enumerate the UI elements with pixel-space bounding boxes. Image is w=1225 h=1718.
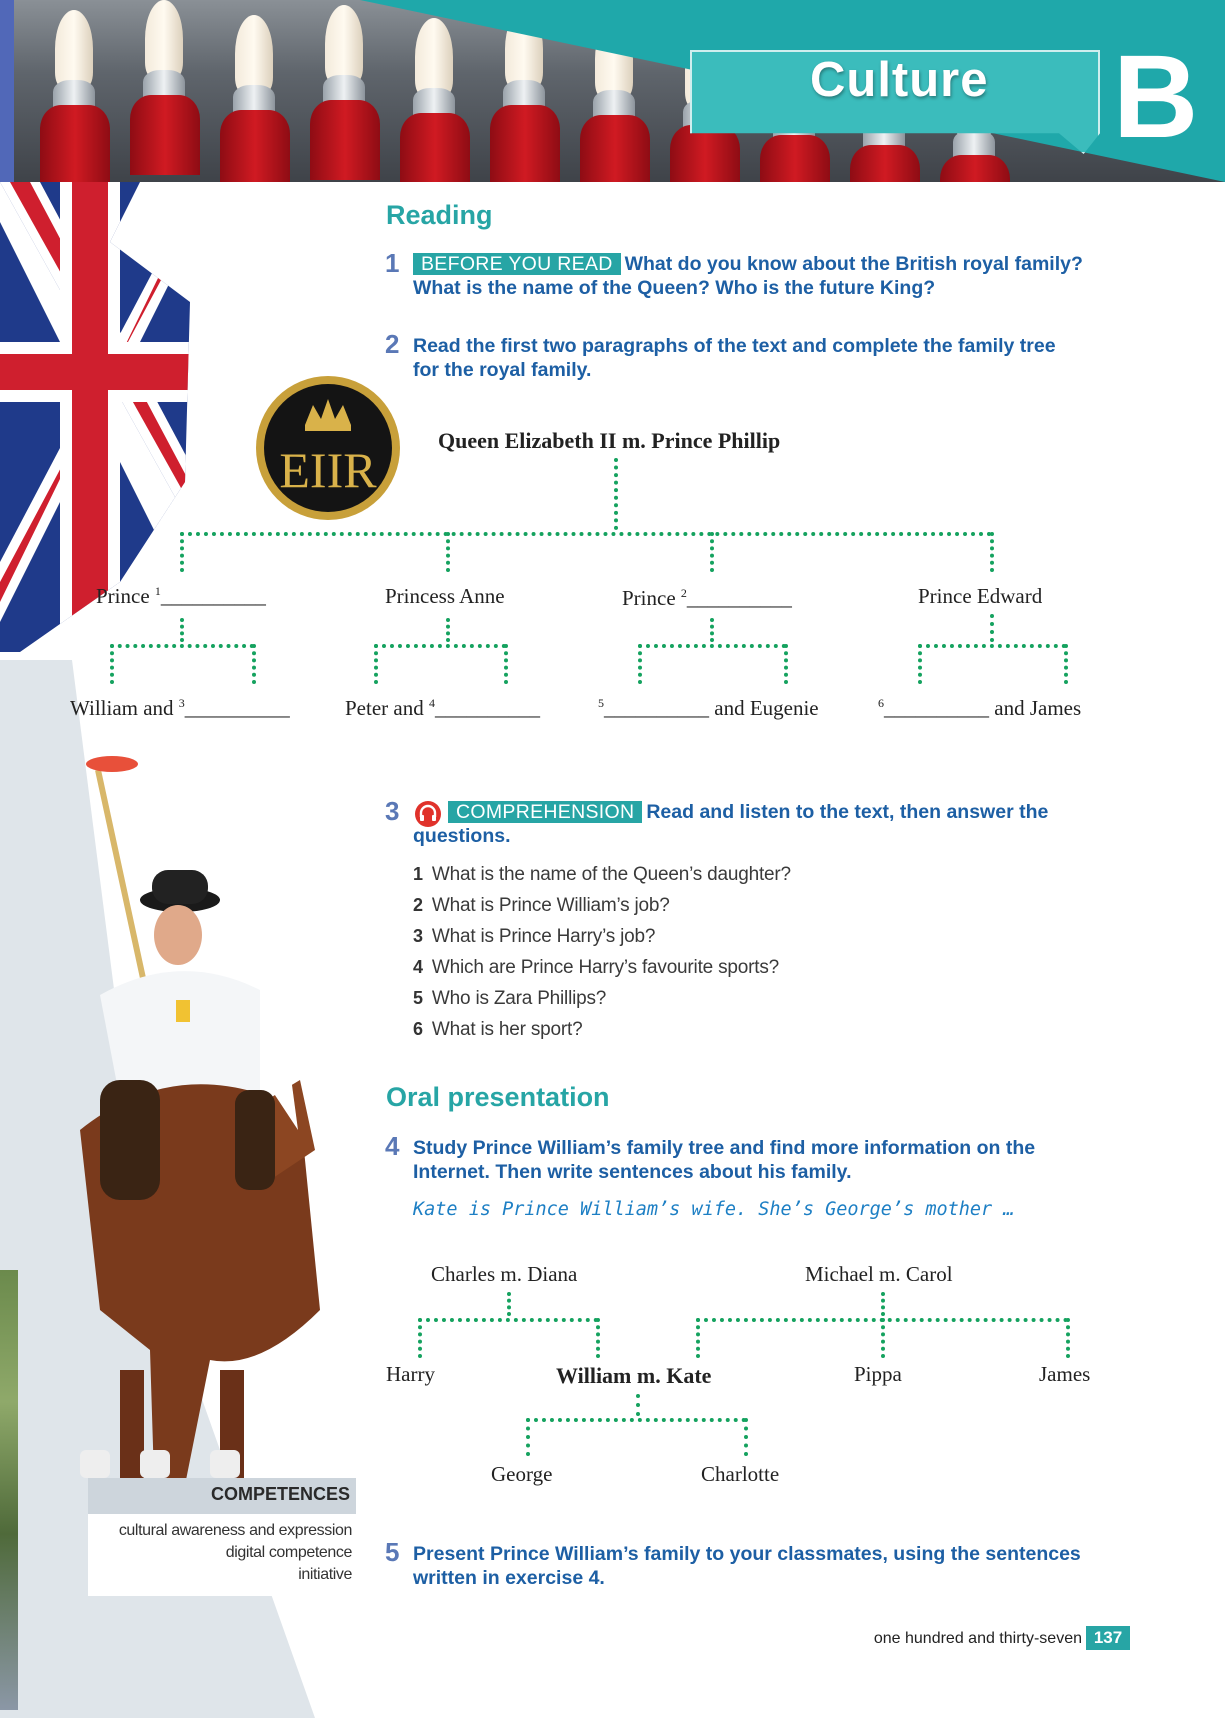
question-text: What is her sport?	[431, 1019, 583, 1040]
tree2-connector	[881, 1292, 885, 1316]
tree1-grandchild-3	[598, 696, 819, 721]
tree1-connector	[374, 644, 506, 648]
gap-number: 1	[154, 584, 161, 598]
gap-number: 3	[178, 696, 185, 710]
tree2-connector	[1066, 1318, 1070, 1358]
before-you-read-badge: BEFORE YOU READ	[413, 253, 621, 275]
exercise-2-line2: for the royal family.	[413, 359, 592, 381]
tree2-connector	[696, 1318, 700, 1358]
page-number: 137	[1086, 1626, 1130, 1650]
answer-blank[interactable]: __________	[884, 696, 989, 720]
comprehension-question-list	[413, 864, 1153, 1050]
tree2-left-parents: Charles m. Diana	[431, 1262, 578, 1286]
tree2-connector	[418, 1318, 598, 1322]
tree2-connector	[596, 1318, 600, 1358]
exercise-4-instruction	[413, 1136, 1193, 1184]
list-item	[413, 926, 1153, 957]
section-letter: B	[1113, 31, 1199, 163]
reading-heading: Reading	[386, 200, 493, 230]
list-item	[413, 988, 1153, 1019]
question-number: 3	[413, 926, 424, 946]
exercise-5-instruction	[413, 1542, 1193, 1590]
exercise-5-line1: Present Prince William’s family to your classmates, using the sentences	[413, 1543, 1081, 1565]
gap-number: 5	[598, 696, 604, 710]
tree2-connector	[744, 1418, 748, 1456]
gap-number: 2	[680, 586, 687, 600]
tree1-grandchild-2	[345, 696, 540, 721]
competences-box	[88, 1478, 356, 1596]
tree2-right-parents: Michael m. Carol	[805, 1262, 953, 1286]
competence-item: digital competence	[225, 1544, 352, 1561]
competence-item: initiative	[298, 1566, 352, 1583]
tree1-connector	[252, 644, 256, 684]
question-number: 4	[413, 957, 424, 977]
exercise-4-line1: Study Prince William’s family tree and find more information on the	[413, 1137, 1036, 1159]
exercise-3-number: 3	[385, 796, 400, 826]
tree1-top-couple: Queen Elizabeth II m. Prince Phillip	[438, 428, 781, 453]
tree1-grandchild-4	[878, 696, 1081, 721]
side-photo-strip	[0, 1270, 18, 1710]
tree1-connector	[710, 618, 714, 642]
exercise-1-number: 1	[385, 248, 400, 278]
tree1-child-1	[96, 584, 266, 609]
tree2-connector	[881, 1318, 885, 1358]
exercise-4-line2: Internet. Then write sentences about his family.	[413, 1161, 852, 1183]
royal-cypher-seal	[255, 375, 401, 521]
tree1-connector	[374, 644, 378, 684]
tree1-connector	[990, 614, 994, 642]
grandchild-3-label: and Eugenie	[714, 696, 819, 720]
tree1-child-3	[622, 586, 792, 611]
tree1-connector	[180, 532, 992, 536]
tree2-pippa: Pippa	[854, 1362, 902, 1386]
grandchild-2-label: Peter and	[345, 696, 424, 720]
competences-title: COMPETENCES	[210, 1484, 350, 1504]
competences-header	[88, 1478, 356, 1514]
tree2-connector	[526, 1418, 530, 1456]
tree2-harry: Harry	[386, 1362, 435, 1386]
tree1-connector	[110, 644, 254, 648]
competences-list	[88, 1514, 356, 1596]
tree1-connector	[638, 644, 786, 648]
tree1-connector	[784, 644, 788, 684]
exercise-5-number: 5	[385, 1537, 400, 1567]
comprehension-badge: COMPREHENSION	[448, 801, 642, 823]
grandchild-1-label: William and	[70, 696, 174, 720]
question-text: What is the name of the Queen’s daughter?	[431, 864, 791, 885]
tree2-connector	[507, 1292, 511, 1316]
oral-presentation-heading: Oral presentation	[386, 1082, 610, 1112]
gap-number: 4	[428, 696, 435, 710]
tree1-connector	[918, 644, 922, 684]
question-number: 1	[413, 864, 424, 884]
list-item	[413, 957, 1153, 988]
tree2-william-kate: William m. Kate	[556, 1363, 712, 1388]
question-text: What is Prince William’s job?	[431, 895, 670, 916]
tree2-connector	[418, 1318, 422, 1358]
list-item	[413, 895, 1153, 926]
tree1-grandchild-1	[70, 696, 290, 721]
answer-blank[interactable]: __________	[184, 696, 290, 720]
exercise-2-number: 2	[385, 329, 400, 359]
exercise-4-example: Kate is Prince William’s wife. She’s George’s mother …	[413, 1199, 1015, 1220]
answer-blank[interactable]: __________	[604, 696, 709, 720]
question-number: 5	[413, 988, 424, 1008]
tree1-connector	[710, 532, 714, 572]
tree2-charlotte: Charlotte	[701, 1462, 780, 1486]
exercise-3-line1: Read and listen to the text, then answer the	[646, 801, 1049, 823]
question-text: Which are Prince Harry’s favourite sports?	[431, 957, 780, 978]
page-title: Culture	[810, 53, 989, 107]
tree2-connector	[526, 1418, 746, 1422]
tree2-george: George	[491, 1462, 553, 1486]
exercise-1-line1: What do you know about the British royal family?	[624, 253, 1083, 275]
answer-blank[interactable]: __________	[160, 584, 266, 608]
question-number: 6	[413, 1019, 424, 1039]
tree1-connector	[918, 644, 1066, 648]
tree1-connector	[446, 618, 450, 642]
tree1-connector	[180, 532, 184, 572]
tree1-child-1-label: Prince	[96, 584, 150, 608]
question-text: What is Prince Harry’s job?	[431, 926, 656, 947]
exercise-3-instruction	[448, 800, 1168, 824]
grandchild-4-label: and James	[994, 696, 1082, 720]
tree1-connector	[446, 532, 450, 572]
list-item	[413, 1019, 1153, 1050]
answer-blank[interactable]: __________	[686, 586, 792, 610]
tree1-connector	[990, 532, 994, 572]
tree1-connector	[180, 618, 184, 642]
tree1-connector	[638, 644, 642, 684]
exercise-3-line2: questions.	[413, 825, 511, 847]
tree2-james: James	[1039, 1362, 1091, 1386]
list-item	[413, 864, 1153, 895]
tree1-connector	[110, 644, 114, 684]
tree1-child-3-label: Prince	[622, 586, 676, 610]
question-text: Who is Zara Phillips?	[431, 988, 607, 1009]
answer-blank[interactable]: __________	[434, 696, 540, 720]
exercise-1-line2: What is the name of the Queen? Who is the future King?	[413, 277, 936, 299]
page-number-words: one hundred and thirty-seven	[873, 1630, 1082, 1647]
competence-item: cultural awareness and expression	[118, 1522, 352, 1539]
exercise-5-line2: written in exercise 4.	[413, 1567, 605, 1589]
exercise-2-instruction	[413, 334, 1193, 382]
exercise-1-instruction	[413, 252, 1193, 300]
exercise-2-line1: Read the first two paragraphs of the text and complete the family tree	[413, 335, 1056, 357]
tree1-connector	[614, 458, 618, 530]
left-edge-stripe	[0, 0, 14, 182]
tree2-connector	[636, 1394, 640, 1416]
tree1-child-2: Princess Anne	[385, 584, 505, 608]
seal-cypher-text: EIIR	[279, 442, 377, 498]
tree1-child-4: Prince Edward	[918, 584, 1043, 608]
union-jack-flag-image	[0, 182, 200, 652]
question-number: 2	[413, 895, 424, 915]
gap-number: 6	[878, 696, 884, 710]
exercise-4-number: 4	[385, 1131, 400, 1161]
tree1-connector	[504, 644, 508, 684]
tree1-connector	[1064, 644, 1068, 684]
